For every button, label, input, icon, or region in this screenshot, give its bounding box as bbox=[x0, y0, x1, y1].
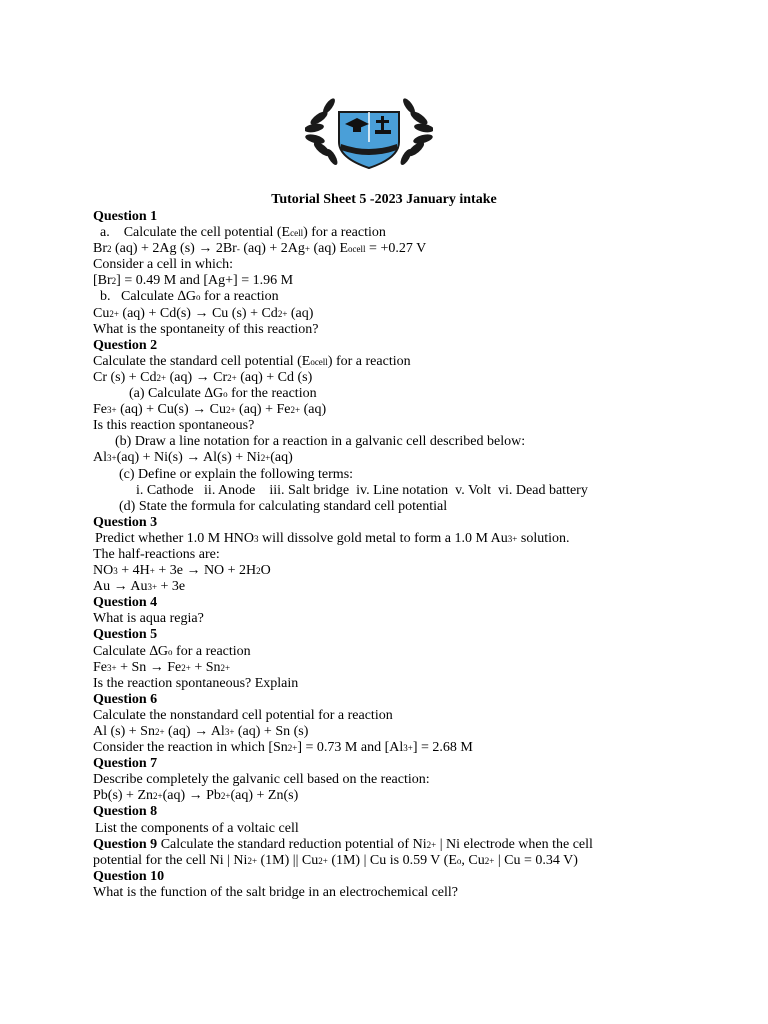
text-run: (aq) + Cd(s) → Cu (s) + Cd bbox=[118, 305, 278, 321]
subscript: + bbox=[149, 566, 155, 577]
question-text-line bbox=[93, 273, 733, 289]
text-run: (c) Define or explain the following terms: bbox=[119, 466, 354, 482]
text-run: + Sn → Fe bbox=[116, 659, 182, 675]
question-heading: Question 4 bbox=[93, 595, 158, 611]
text-run: Calculate the standard reduction potential of Ni bbox=[157, 836, 427, 852]
subscript: 3+ bbox=[107, 662, 117, 673]
text-run: (1M) || Cu bbox=[257, 852, 319, 868]
question-text-line bbox=[93, 483, 733, 499]
question-text-line bbox=[93, 418, 733, 434]
text-run: solution. bbox=[517, 530, 570, 546]
text-run: will dissolve gold metal to form a 1.0 M Au bbox=[258, 530, 508, 546]
text-run: What is the spontaneity of this reaction? bbox=[93, 321, 319, 337]
question-text-line bbox=[93, 450, 733, 466]
subscript: o bbox=[168, 646, 173, 657]
text-run: Calculate the standard cell potential (E bbox=[93, 353, 311, 369]
question-text-line bbox=[93, 579, 733, 595]
text-run: What is the function of the salt bridge in an electrochemical cell? bbox=[93, 884, 459, 900]
subscript: 2+ bbox=[484, 855, 495, 866]
subscript: 2+ bbox=[153, 791, 163, 802]
text-run: (a) Calculate ∆G bbox=[129, 386, 224, 402]
question-text-line bbox=[93, 724, 733, 740]
question-text-line bbox=[93, 531, 733, 547]
text-run: ) for a reaction bbox=[303, 225, 386, 241]
text-run: + 3e bbox=[157, 579, 186, 595]
text-run: (b) Draw a line notation for a reaction in a galvanic cell described below: bbox=[115, 434, 526, 450]
subscript: - bbox=[236, 244, 240, 255]
question-text-line bbox=[93, 644, 733, 660]
text-run: The half-reactions are: bbox=[93, 546, 220, 562]
subscript: 3+ bbox=[107, 405, 117, 416]
text-run: (aq) → Pb bbox=[162, 788, 221, 804]
text-run: (aq) bbox=[300, 402, 327, 418]
question-heading: Question 1 bbox=[93, 209, 158, 224]
question-heading: Question 5 bbox=[93, 627, 158, 643]
text-run: Br bbox=[93, 241, 107, 257]
text-run: Is the reaction spontaneous? Explain bbox=[93, 675, 299, 691]
subscript: 2+ bbox=[290, 405, 301, 416]
question-text-line bbox=[93, 370, 733, 386]
subscript: 2+ bbox=[277, 308, 288, 319]
text-run: (aq) + 2Ag bbox=[239, 241, 305, 257]
question-text-line bbox=[93, 499, 733, 515]
question-text-line bbox=[93, 322, 733, 338]
question-list bbox=[93, 209, 733, 901]
text-run: (1M) | Cu is 0.59 V (E bbox=[327, 852, 457, 868]
text-run: Predict whether 1.0 M HNO bbox=[95, 530, 255, 546]
subscript: ocell bbox=[348, 244, 366, 255]
question-text-line bbox=[93, 788, 733, 804]
subscript: 2+ bbox=[426, 839, 437, 850]
question-heading: Question 8 bbox=[93, 804, 158, 820]
text-run: Fe bbox=[93, 402, 107, 418]
question-text-line bbox=[93, 837, 733, 853]
subscript: 3+ bbox=[224, 727, 235, 737]
text-run: Describe completely the galvanic cell based on the reaction: bbox=[93, 772, 430, 788]
question-text-line bbox=[93, 434, 733, 450]
text-run: = +0.27 V bbox=[365, 241, 427, 257]
text-run: Calculate the nonstandard cell potential for a reaction bbox=[93, 707, 393, 723]
subscript: 3+ bbox=[107, 453, 117, 464]
subscript: 2+ bbox=[154, 727, 165, 737]
question-text-line bbox=[93, 660, 733, 676]
text-run: (aq) → Al bbox=[164, 724, 225, 739]
text-run: Consider the reaction in which [Sn bbox=[93, 740, 288, 756]
text-run: for the reaction bbox=[227, 386, 317, 402]
question-text-line bbox=[93, 241, 733, 257]
subscript: 2+ bbox=[225, 405, 236, 416]
subscript: 2+ bbox=[181, 662, 191, 673]
subscript: 2 bbox=[111, 276, 117, 287]
question-text-line bbox=[93, 289, 733, 305]
question-text-line bbox=[93, 386, 733, 402]
text-run: ] = 0.73 M and [Al bbox=[297, 740, 404, 756]
subscript: 3 bbox=[113, 566, 118, 577]
question-heading: Question 3 bbox=[93, 514, 158, 530]
subscript: cell bbox=[290, 228, 304, 239]
subscript: 2+ bbox=[247, 855, 258, 866]
text-run: Au → Au bbox=[93, 579, 148, 595]
text-run: + 3e → NO + 2H bbox=[154, 563, 257, 579]
text-run: (aq) E bbox=[309, 241, 349, 257]
text-run: , Cu bbox=[461, 852, 485, 868]
subscript: 2+ bbox=[287, 743, 298, 754]
subscript: 3+ bbox=[147, 582, 158, 593]
text-run: b. Calculate ∆G bbox=[100, 289, 197, 305]
university-crest-icon bbox=[305, 92, 433, 172]
question-text-line bbox=[93, 354, 733, 370]
text-run: Consider a cell in which: bbox=[93, 257, 233, 273]
text-run: Calculate ∆G bbox=[93, 643, 169, 659]
text-run: for a reaction bbox=[200, 289, 279, 305]
text-run: for a reaction bbox=[172, 643, 251, 659]
subscript: 3+ bbox=[403, 743, 413, 754]
subscript: 2+ bbox=[220, 791, 231, 802]
text-run: (aq) bbox=[270, 450, 293, 466]
subscript: o bbox=[456, 855, 462, 866]
text-run: a. Calculate the cell potential (E bbox=[100, 225, 291, 241]
subscript: 3+ bbox=[507, 533, 518, 544]
text-run: | Cu = 0.34 V) bbox=[494, 852, 578, 868]
question-text-line bbox=[93, 611, 733, 627]
text-run: | Ni electrode when the cell bbox=[436, 836, 593, 852]
text-run: (aq) + Sn (s) bbox=[234, 724, 309, 739]
question-text-line bbox=[93, 225, 733, 241]
text-run: + Sn bbox=[190, 659, 221, 675]
text-run: (d) State the formula for calculating standard cell potential bbox=[119, 498, 448, 514]
question-text-line bbox=[93, 257, 733, 273]
question-text-line bbox=[93, 563, 733, 579]
question-text-line bbox=[93, 306, 733, 322]
text-run: (aq) + Fe bbox=[235, 402, 291, 418]
text-run: (aq) → Cr bbox=[166, 369, 228, 385]
subscript: 2 bbox=[107, 244, 112, 255]
subscript: 2 bbox=[256, 566, 261, 577]
text-run: (aq) bbox=[287, 305, 314, 321]
text-run: potential for the cell Ni | Ni bbox=[93, 852, 248, 868]
text-run: [Br bbox=[93, 273, 112, 289]
text-run: ) for a reaction bbox=[327, 353, 411, 369]
text-run: Cu bbox=[93, 305, 110, 321]
question-text-line bbox=[93, 467, 733, 483]
subscript: 2+ bbox=[156, 372, 167, 383]
text-run: (aq) + Cd (s) bbox=[236, 369, 313, 385]
subscript: + bbox=[304, 244, 310, 255]
question-heading: Question 9 bbox=[93, 836, 158, 852]
subscript: o bbox=[196, 292, 201, 303]
text-run: (aq) + Cu(s) → Cu bbox=[116, 402, 226, 418]
page-title: Tutorial Sheet 5 -2023 January intake bbox=[271, 192, 497, 207]
question-heading: Question 6 bbox=[93, 691, 158, 707]
question-text-line bbox=[93, 708, 733, 724]
text-run: (aq) + Zn(s) bbox=[230, 788, 299, 804]
text-run: Fe bbox=[93, 659, 107, 675]
question-heading: Question 10 bbox=[93, 868, 165, 884]
subscript: 3 bbox=[254, 533, 259, 544]
text-run: (aq) + 2Ag (s) → 2Br bbox=[111, 241, 237, 257]
question-heading: Question 2 bbox=[93, 337, 158, 353]
text-run: ] = 0.49 M and [Ag+] = 1.96 M bbox=[116, 273, 294, 289]
question-text-line bbox=[93, 740, 733, 756]
subscript: ocell bbox=[310, 356, 328, 367]
text-run: (aq) + Ni(s) → Al(s) + Ni bbox=[116, 450, 261, 466]
subscript: 2+ bbox=[109, 308, 119, 319]
text-run: + 4H bbox=[117, 563, 150, 579]
question-text-line bbox=[93, 772, 733, 788]
university-logo bbox=[305, 92, 433, 172]
text-run: NO bbox=[93, 563, 114, 579]
text-run: Is this reaction spontaneous? bbox=[93, 418, 255, 434]
question-text-line bbox=[93, 402, 733, 418]
text-run: Al bbox=[93, 450, 107, 466]
subscript: 2+ bbox=[318, 855, 328, 866]
text-run: Pb(s) + Zn bbox=[93, 788, 154, 804]
text-run: i. Cathode ii. Anode iii. Salt bridge iv. Line notation v. Volt vi. Dead battery bbox=[136, 482, 588, 498]
subscript: 2+ bbox=[220, 662, 231, 673]
text-run: List the components of a voltaic cell bbox=[95, 820, 299, 836]
question-text-line bbox=[93, 853, 733, 869]
text-run: O bbox=[260, 563, 271, 579]
question-heading: Question 7 bbox=[93, 756, 158, 772]
question-text-line bbox=[93, 885, 733, 901]
question-text-line bbox=[93, 821, 733, 837]
text-run: Cr (s) + Cd bbox=[93, 369, 157, 385]
question-text-line bbox=[93, 676, 733, 692]
subscript: 2+ bbox=[260, 453, 271, 464]
text-run: What is aqua regia? bbox=[93, 611, 204, 627]
subscript: o bbox=[223, 389, 228, 400]
subscript: 2+ bbox=[227, 372, 237, 383]
text-run: Al (s) + Sn bbox=[93, 724, 155, 739]
question-text-line bbox=[93, 547, 733, 563]
text-run: ] = 2.68 M bbox=[412, 740, 473, 756]
